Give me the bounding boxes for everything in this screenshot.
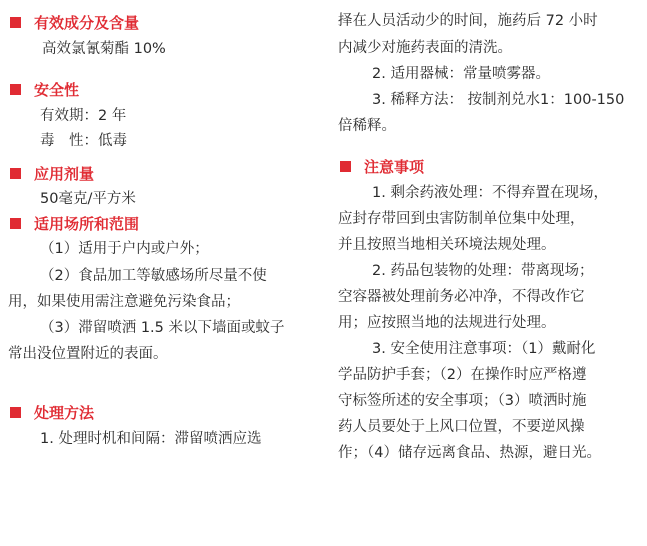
heading-scope <box>10 212 139 234</box>
precaution-line-5: 空容器被处理前务必冲净，不得改作它 <box>338 289 585 305</box>
heading-dosage <box>10 162 94 184</box>
red-square-bullet-icon <box>10 168 21 179</box>
precaution-line-9: 守标签所述的安全事项；（3）喷洒时施 <box>338 393 587 409</box>
method-line-2: 择在人员活动少的时间，施药后 72 小时 <box>338 13 598 29</box>
precaution-line-3: 并且按照当地相关环境法规处理。 <box>338 237 556 253</box>
heading-text: 处理方法 <box>34 403 95 422</box>
heading-text: 有效成分及含量 <box>34 13 140 32</box>
precaution-line-8: 学品防护手套；（2）在操作时应严格遵 <box>338 367 587 383</box>
precaution-line-10: 药人员要处于上风口位置，不要逆风操 <box>338 419 585 435</box>
dilution-text-2: 倍稀释。 <box>338 118 396 134</box>
red-square-bullet-icon <box>10 407 21 418</box>
scope-line-3: 用，如果使用需注意避免污染食品； <box>8 294 240 310</box>
dilution-text: 3. 稀释方法： 按制剂兑水1：100-150 <box>372 92 625 108</box>
equipment-text: 2. 适用器械：常量喷雾器。 <box>372 66 550 82</box>
precaution-line-11: 作；（4）储存远离食品、热源，避日光。 <box>338 445 601 461</box>
heading-active-ingredient <box>10 11 139 33</box>
precaution-line-1: 1. 剩余药液处理：不得弃置在现场， <box>372 185 608 201</box>
heading-text: 注意事项 <box>364 157 425 176</box>
precaution-line-4: 2. 药品包装物的处理：带离现场； <box>372 263 594 279</box>
heading-safety <box>10 78 79 100</box>
heading-text: 应用剂量 <box>34 164 95 183</box>
scope-line-2: （2）食品加工等敏感场所尽量不使 <box>40 268 267 284</box>
shelf-life-text: 有效期：2 年 <box>40 108 127 124</box>
toxicity-text: 毒 性：低毒 <box>40 133 127 149</box>
red-square-bullet-icon <box>10 84 21 95</box>
method-line-3: 内减少对施药表面的清洗。 <box>338 40 512 56</box>
scope-line-5: 常出没位置附近的表面。 <box>8 346 168 362</box>
red-square-bullet-icon <box>10 218 21 229</box>
precaution-line-7: 3. 安全使用注意事项：（1）戴耐化 <box>372 341 596 357</box>
precaution-line-2: 应封存带回到虫害防制单位集中处理， <box>338 211 585 227</box>
heading-text: 适用场所和范围 <box>34 214 140 233</box>
method-line-1: 1. 处理时机和间隔：滞留喷洒应选 <box>40 431 262 447</box>
red-square-bullet-icon <box>10 17 21 28</box>
precaution-line-6: 用；应按照当地的法规进行处理。 <box>338 315 556 331</box>
dosage-text: 50毫克/平方米 <box>40 191 136 207</box>
scope-line-1: （1）适用于户内或户外； <box>40 241 209 257</box>
heading-method <box>10 401 94 423</box>
ingredient-text: 高效氯氰菊酯 10% <box>42 41 166 57</box>
red-square-bullet-icon <box>340 161 351 172</box>
scope-line-4: （3）滞留喷洒 1.5 米以下墙面或蚊子 <box>40 320 285 336</box>
heading-text: 安全性 <box>34 80 80 99</box>
heading-precautions <box>340 155 424 177</box>
